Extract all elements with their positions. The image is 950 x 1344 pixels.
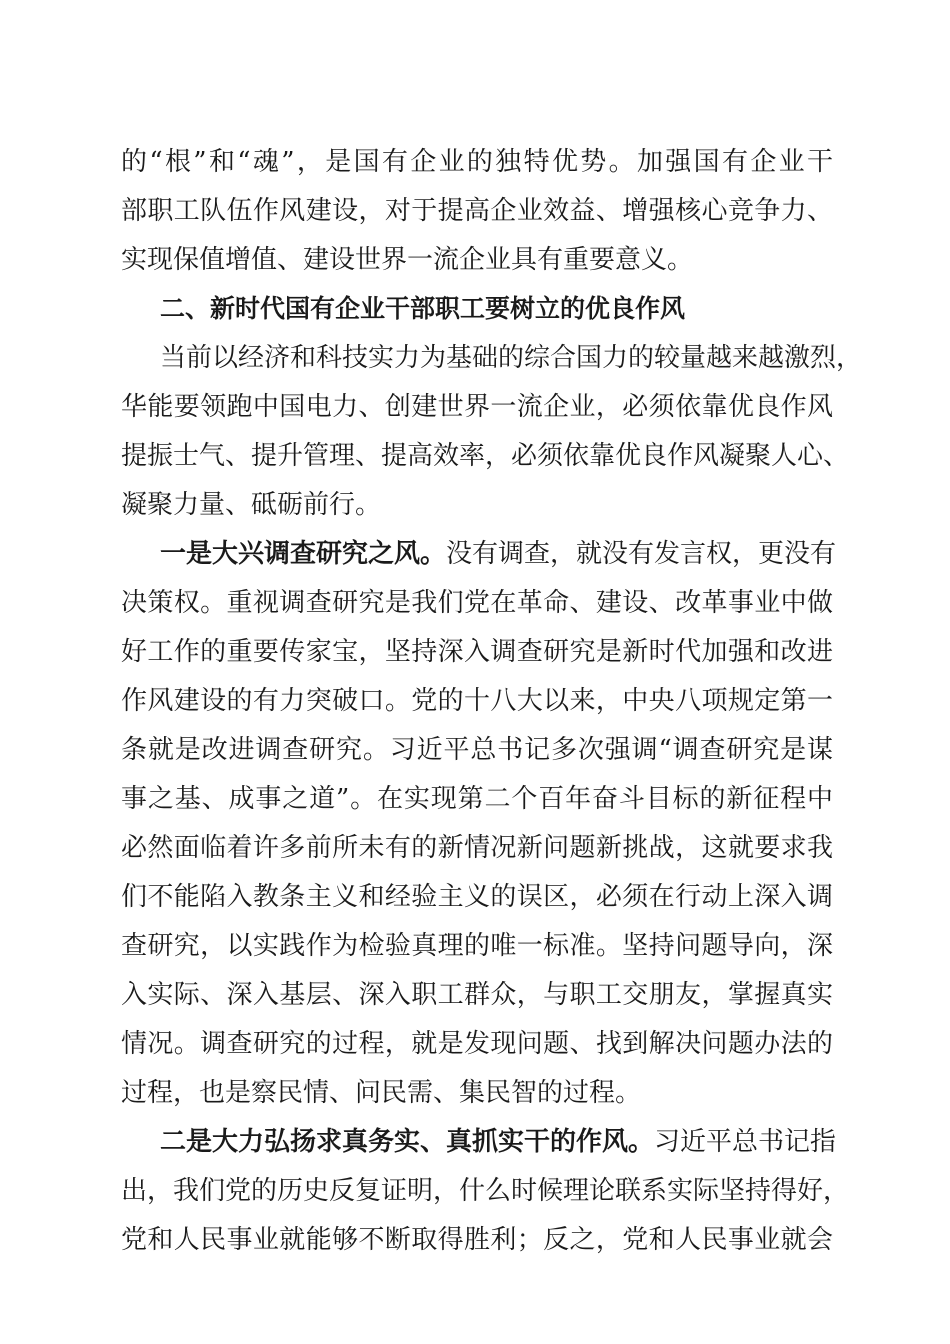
intro-line-2: 部职工队伍作风建设，对于提高企业效益、增强核心竞争力、 (121, 196, 833, 226)
point-one-line: 必然面临着许多前所未有的新情况新问题新挑战，这就要求我 (121, 833, 833, 863)
point-two-first-line-rest: 习近平总书记指 (654, 1127, 837, 1157)
point-one-line: 作风建设的有力突破口。党的十八大以来，中央八项规定第一 (121, 686, 833, 716)
point-one-line: 条就是改进调查研究。习近平总书记多次强调“调查研究是谋 (121, 735, 833, 765)
point-two-lead: 二是大力弘扬求真务实、真抓实干的作风。 (160, 1127, 655, 1157)
point-one-line: 入实际、深入基层、深入职工群众，与职工交朋友，掌握真实 (121, 980, 833, 1010)
intro-line-1: 的“根”和“魂”，是国有企业的独特优势。加强国有企业干 (121, 147, 833, 177)
section-intro-line-4: 凝聚力量、砥砺前行。 (121, 490, 382, 520)
point-one-line: 情况。调查研究的过程，就是发现问题、找到解决问题办法的 (121, 1029, 833, 1059)
section-intro-line-3: 提振士气、提升管理、提高效率，必须依靠优良作风凝聚人心、 (121, 441, 850, 471)
point-one-line: 查研究，以实践作为检验真理的唯一标准。坚持问题导向，深 (121, 931, 833, 961)
intro-line-3: 实现保值增值、建设世界一流企业具有重要意义。 (121, 245, 694, 275)
point-one-lead: 一是大兴调查研究之风。 (160, 539, 447, 569)
point-one-line: 决策权。重视调查研究是我们党在革命、建设、改革事业中做 (121, 588, 833, 618)
point-one-line: 过程，也是察民情、问民需、集民智的过程。 (121, 1078, 642, 1108)
point-one-first-line-rest: 没有调查，就没有发言权，更没有 (446, 539, 837, 569)
point-one-first-line (160, 534, 837, 574)
section-heading: 二、新时代国有企业干部职工要树立的优良作风 (160, 294, 686, 323)
point-one-line: 事之基、成事之道”。在实现第二个百年奋斗目标的新征程中 (121, 784, 833, 814)
point-one-line: 们不能陷入教条主义和经验主义的误区，必须在行动上深入调 (121, 882, 833, 912)
point-two-first-line (160, 1122, 837, 1162)
point-one-line: 好工作的重要传家宝，坚持深入调查研究是新时代加强和改进 (121, 637, 833, 667)
point-two-line: 党和人民事业就能够不断取得胜利；反之，党和人民事业就会 (121, 1225, 833, 1255)
point-two-line: 出，我们党的历史反复证明，什么时候理论联系实际坚持得好， (121, 1176, 850, 1206)
section-intro-line-1: 当前以经济和科技实力为基础的综合国力的较量越来越激烈， (160, 343, 863, 373)
section-intro-line-2: 华能要领跑中国电力、创建世界一流企业，必须依靠优良作风 (121, 392, 833, 422)
